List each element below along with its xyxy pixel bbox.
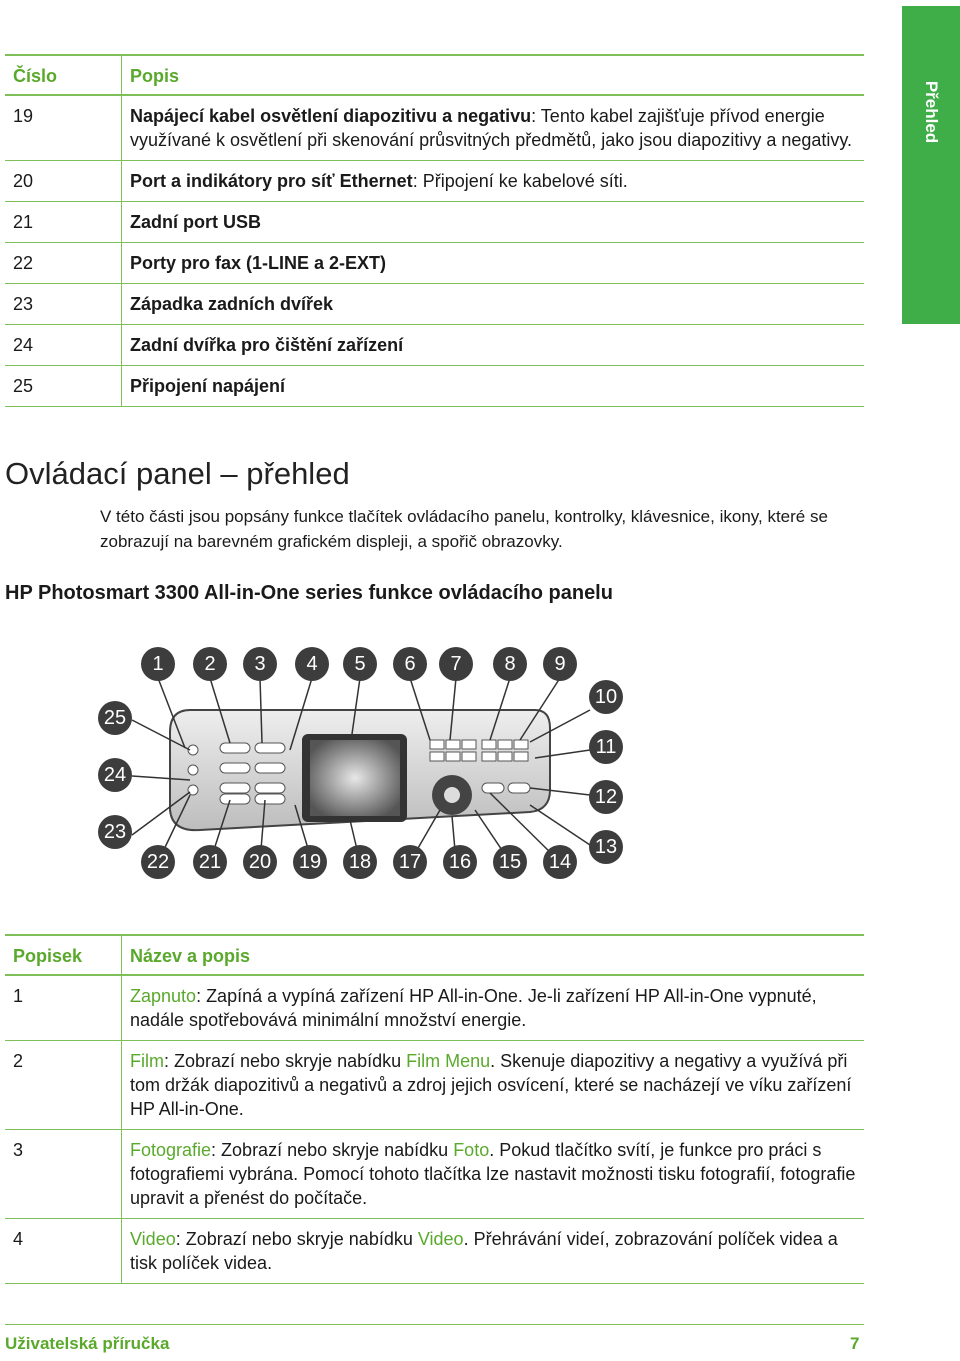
side-tab-label: Přehled <box>922 80 941 144</box>
row-label: 1 <box>5 975 122 1041</box>
table-row <box>5 243 864 284</box>
table-row <box>5 161 864 202</box>
row-number: 23 <box>5 284 122 325</box>
table-row <box>5 1219 864 1284</box>
callout-20: 20 <box>243 845 277 879</box>
callout-4: 4 <box>295 647 329 681</box>
footer-divider <box>5 1324 864 1325</box>
col-description-header: Popis <box>130 66 180 86</box>
description-text: : Zapíná a vypíná zařízení HP All-in-One. Je-li zařízení HP All-in-One vypnuté, nadále spotřebovává minimální množství energie. <box>130 986 817 1030</box>
parts-table <box>5 54 864 407</box>
callout-10: 10 <box>589 680 623 714</box>
row-name: Západka zadních dvířek <box>130 294 334 314</box>
row-name: Port a indikátory pro síť Ethernet <box>130 171 413 191</box>
term: Film Menu <box>406 1051 491 1071</box>
table-row <box>5 1041 864 1130</box>
row-content <box>122 975 865 1041</box>
callout-16: 16 <box>443 845 477 879</box>
callout-1: 1 <box>141 647 175 681</box>
row-number: 24 <box>5 325 122 366</box>
term: Video <box>417 1229 464 1249</box>
intro-paragraph: V této části jsou popsány funkce tlačítek ovládacího panelu, kontrolky, klávesnice, ikony, které se zobrazují na barevném grafickém displeji, a spořič obrazovky. <box>100 507 828 551</box>
description-text: . Skenuje diapozitivy a negativy a využívá při tom držák diapozitivů a negativů a zdroj jejich osvícení, které se nacházejí ve víku zařízení HP All-in-One. <box>130 1051 852 1119</box>
description-text: : Zobrazí nebo skryje nabídku <box>164 1051 407 1071</box>
row-detail: : Připojení ke kabelové síti. <box>412 171 628 191</box>
col-number-header: Číslo <box>5 55 122 95</box>
row-content <box>122 1130 865 1219</box>
callout-15: 15 <box>493 845 527 879</box>
row-name: Zadní dvířka pro čištění zařízení <box>130 335 404 355</box>
row-description <box>122 95 865 161</box>
page-number: 7 <box>850 1334 860 1353</box>
side-tab <box>902 6 960 324</box>
col-name-header: Název a popis <box>130 946 251 966</box>
control-panel-diagram <box>90 640 650 900</box>
row-label: 4 <box>5 1219 122 1284</box>
callout-2: 2 <box>193 647 227 681</box>
row-name: Porty pro fax (1-LINE a 2-EXT) <box>130 253 387 273</box>
table-row <box>5 284 864 325</box>
row-label: 2 <box>5 1041 122 1130</box>
row-content <box>122 1219 865 1284</box>
callout-18: 18 <box>343 845 377 879</box>
callout-23: 23 <box>98 815 132 849</box>
footer-title: Uživatelská příručka <box>5 1334 170 1353</box>
col-label-header: Popisek <box>5 935 122 975</box>
callout-25: 25 <box>98 701 132 735</box>
row-number: 25 <box>5 366 122 407</box>
row-number: 21 <box>5 202 122 243</box>
term: Film <box>130 1051 164 1071</box>
section-title: Ovládací panel – přehled <box>5 456 350 491</box>
callout-17: 17 <box>393 845 427 879</box>
callout-9: 9 <box>543 647 577 681</box>
row-description <box>122 366 865 407</box>
callout-22: 22 <box>141 845 175 879</box>
row-number: 20 <box>5 161 122 202</box>
table-row <box>5 202 864 243</box>
description-text: . Pokud tlačítko svítí, je funkce pro práci s fotografiemi vybrána. Pomocí tohoto tlačítka lze nastavit možnosti tisku fotografií, fotografie upravit a přenést do počítače. <box>130 1140 856 1208</box>
callout-14: 14 <box>543 845 577 879</box>
callout-8: 8 <box>493 647 527 681</box>
row-detail: : Tento kabel zajišťuje přívod energie využívané k osvětlení při skenování průsvitných předmětů, jako jsou diapozitivy a negativy. <box>130 106 853 150</box>
table-row <box>5 1130 864 1219</box>
term: Zapnuto <box>130 986 197 1006</box>
table-row <box>5 95 864 161</box>
callout-11: 11 <box>589 730 623 764</box>
term: Video <box>130 1229 176 1249</box>
row-description <box>122 325 865 366</box>
description-text: : Zobrazí nebo skryje nabídku <box>175 1229 418 1249</box>
description-text: : Zobrazí nebo skryje nabídku <box>211 1140 454 1160</box>
row-description <box>122 161 865 202</box>
row-label: 3 <box>5 1130 122 1219</box>
term: Fotografie <box>130 1140 212 1160</box>
row-number: 22 <box>5 243 122 284</box>
callout-3: 3 <box>243 647 277 681</box>
row-content <box>122 1041 865 1130</box>
table-row <box>5 325 864 366</box>
callout-12: 12 <box>589 780 623 814</box>
callout-24: 24 <box>98 758 132 792</box>
row-number: 19 <box>5 95 122 161</box>
callout-13: 13 <box>589 830 623 864</box>
term: Foto <box>453 1140 490 1160</box>
table-row <box>5 366 864 407</box>
callout-6: 6 <box>393 647 427 681</box>
row-name: Zadní port USB <box>130 212 261 232</box>
callout-19: 19 <box>293 845 327 879</box>
subheading: HP Photosmart 3300 All-in-One series funkce ovládacího panelu <box>5 582 613 604</box>
labels-table <box>5 934 864 1284</box>
row-name: Napájecí kabel osvětlení diapozitivu a negativu <box>130 106 532 126</box>
row-description <box>122 243 865 284</box>
callout-5: 5 <box>343 647 377 681</box>
callout-7: 7 <box>439 647 473 681</box>
callout-21: 21 <box>193 845 227 879</box>
row-name: Připojení napájení <box>130 376 286 396</box>
table-row <box>5 975 864 1041</box>
row-description <box>122 284 865 325</box>
row-description <box>122 202 865 243</box>
description-text: . Přehrávání videí, zobrazování políček videa a tisk políček videa. <box>130 1229 838 1273</box>
